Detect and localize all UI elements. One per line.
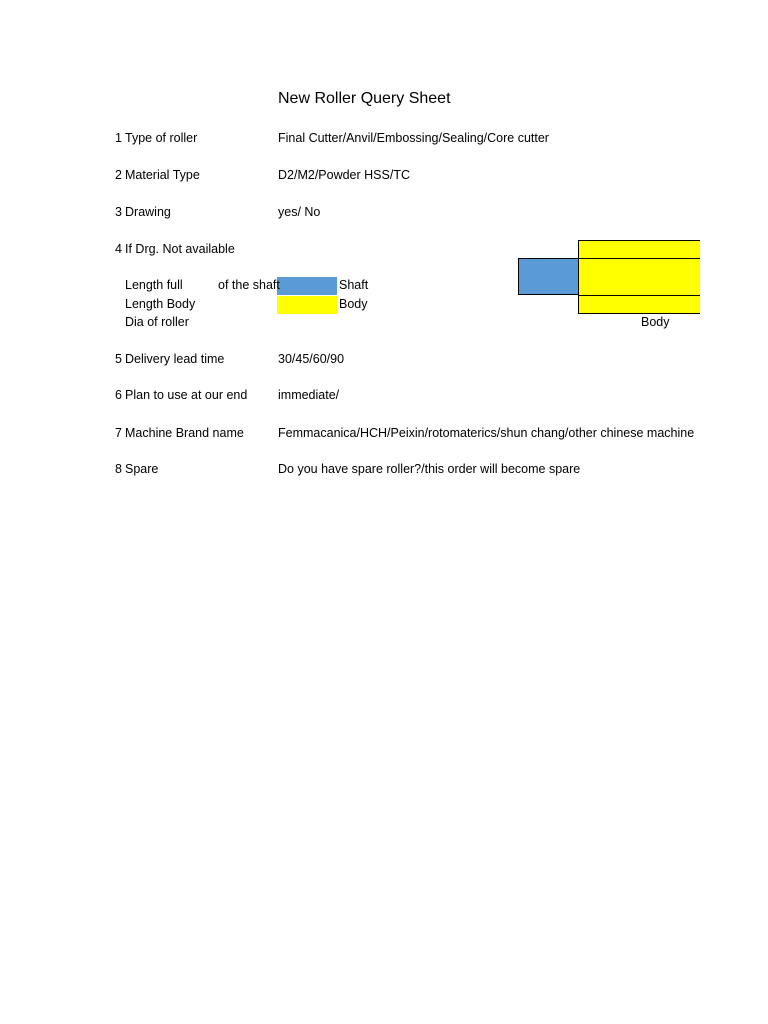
sheet-title: New Roller Query Sheet (278, 90, 451, 107)
row-4-label: If Drg. Not available (125, 242, 235, 256)
diagram-body-label: Body (641, 315, 670, 329)
row-1-label: Type of roller (125, 131, 198, 145)
roller-shaft-shape (518, 258, 580, 295)
row-5-label: Delivery lead time (125, 352, 225, 366)
row-2-label: Material Type (125, 168, 200, 182)
row-4-number: 4 (115, 242, 122, 256)
body-color-cell (277, 296, 337, 314)
body-label: Body (339, 297, 368, 311)
row-2-number: 2 (115, 168, 122, 182)
row-3-label: Drawing (125, 205, 171, 219)
row-6-label: Plan to use at our end (125, 388, 248, 402)
row-7-label: Machine Brand name (125, 426, 244, 440)
length-body-label: Length Body (125, 297, 196, 311)
roller-body-divider-top (578, 258, 700, 259)
row-7-number: 7 (115, 426, 122, 440)
row-8-number: 8 (115, 462, 122, 476)
row-8-value: Do you have spare roller?/this order will become spare (278, 462, 581, 476)
row-5-number: 5 (115, 352, 122, 366)
row-3-number: 3 (115, 205, 122, 219)
of-the-shaft-label: of the shaft (218, 278, 280, 292)
row-7-value: Femmacanica/HCH/Peixin/rotomaterics/shun chang/other chinese machine (278, 426, 695, 440)
shaft-color-cell (277, 277, 337, 295)
row-6-value: immediate/ (278, 388, 340, 402)
dia-of-roller-label: Dia of roller (125, 315, 189, 329)
row-5-value: 30/45/60/90 (278, 352, 345, 366)
roller-body-divider-bottom (578, 295, 700, 296)
shaft-label: Shaft (339, 278, 369, 292)
roller-body-shape (578, 240, 700, 314)
row-1-value: Final Cutter/Anvil/Embossing/Sealing/Core cutter (278, 131, 549, 145)
length-full-label: Length full (125, 278, 183, 292)
row-6-number: 6 (115, 388, 122, 402)
row-1-number: 1 (115, 131, 122, 145)
row-8-label: Spare (125, 462, 159, 476)
row-2-value: D2/M2/Powder HSS/TC (278, 168, 410, 182)
row-3-value: yes/ No (278, 205, 321, 219)
